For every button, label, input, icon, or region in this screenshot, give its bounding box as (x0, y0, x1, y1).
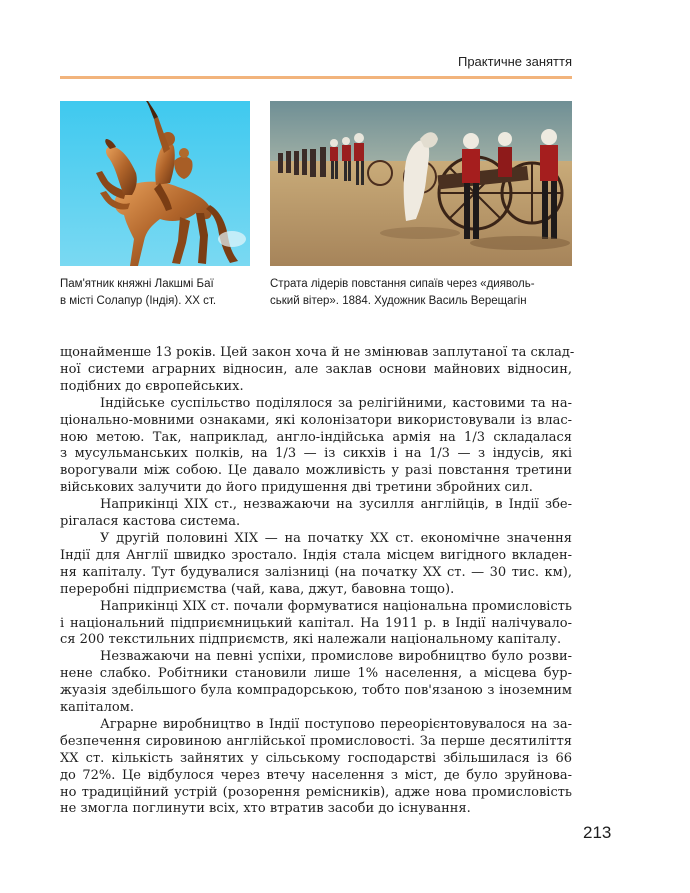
text-line: Наприкінці ХІХ ст., незважаючи на зусилля англійців, в Індії збе- (100, 497, 572, 513)
text-line: капіталом. (60, 700, 134, 716)
text-line: подібних до європейських. (60, 378, 244, 394)
page-number: 213 (583, 823, 612, 842)
text-line: ворогували між собою. Це давало можливість у разі повстання третини (60, 463, 572, 479)
caption-line: ський вітер». 1884. Художник Василь Верещагін (270, 295, 527, 307)
text-line: ся 200 текстильних підприємств, які належали національному капіталу. (60, 632, 562, 648)
paragraph (60, 497, 572, 531)
statue-photo (60, 101, 250, 266)
paragraph (60, 649, 572, 717)
text-line: У другій половині ХІХ — на початку ХХ ст. економічне значення (100, 530, 572, 546)
text-line: ня капіталу. Тут будувалися залізниці (на початку ХХ ст. — 30 тис. км), (60, 564, 572, 580)
text-line: но традиційний устрій (розорення ремісників), адже нова промисловість (60, 784, 572, 800)
caption-line: Страта лідерів повстання сипаїв через «дияволь- (270, 278, 535, 290)
text-line: ної системи аграрних відносин, але заклав основи майнових відносин, (60, 361, 572, 377)
text-line: Наприкінці ХІХ ст. почали формуватися національна промисловість (100, 598, 572, 614)
caption-line: Пам'ятник княжні Лакшмі Баї (60, 278, 214, 290)
text-line: до 72%. Це відбулося через втечу населення з міст, де було зруйнова- (60, 767, 572, 783)
text-line: ціонально-мовними ознаками, які колонізатори використовували із влас- (60, 412, 572, 428)
text-line: Аграрне виробництво в Індії поступово переорієнтовувалося на за- (100, 716, 572, 732)
text-line: не змогла поглинути всіх, хто втратив засоби до існування. (60, 801, 471, 817)
statue-caption (60, 276, 260, 310)
text-line: Індії для Англії швидко зростало. Індія стала місцем вигідного вкладен- (60, 547, 572, 563)
text-line: і національний підприємницький капітал. На 1911 р. в Індії налічувало- (60, 615, 572, 631)
text-line: нене слабко. Робітники становили лише 1% населення, а місцева бур- (60, 666, 572, 682)
paragraph (60, 531, 572, 599)
section-title: Практичне заняття (457, 54, 572, 69)
text-line: ХХ ст. кількість зайнятих у сільському господарстві збільшилася із 66 (60, 750, 572, 766)
header-rule (60, 76, 572, 79)
painting-caption (270, 276, 575, 310)
paragraph (60, 717, 572, 818)
paragraph (60, 599, 572, 650)
paragraph (60, 396, 572, 497)
text-line: жуазія здебільшого була компрадорською, тобто пов'язаною з іноземним (60, 683, 572, 699)
paragraph (60, 345, 575, 396)
text-line: щонайменше 13 років. Цей закон хоча й не змінював заплутаної та склад- (60, 345, 575, 360)
body-text (60, 345, 575, 818)
text-line: рігалася кастова система. (60, 514, 241, 530)
text-line: Незважаючи на певні успіхи, промислове виробництво було розви- (100, 649, 572, 665)
caption-line: в місті Солапур (Індія). ХХ ст. (60, 295, 217, 307)
text-line: безпечення сировиною англійської промисловості. За перше десятиліття (60, 733, 572, 749)
text-line: військових залучити до його придушення дві третини збройних сил. (60, 480, 533, 496)
text-line: Індійське суспільство поділялося за релігійними, кастовими та на- (100, 395, 572, 411)
text-line: з мусульманських полків, на 1/3 — із сикхів і на 1/3 — з індусів, які (60, 446, 572, 462)
text-line: переробні підприємства (чай, кава, джут, бавовна тощо). (60, 581, 455, 597)
text-line: ною метою. Так, наприклад, англо-індійська армія на 1/3 складалася (60, 429, 572, 445)
execution-painting (270, 101, 572, 266)
